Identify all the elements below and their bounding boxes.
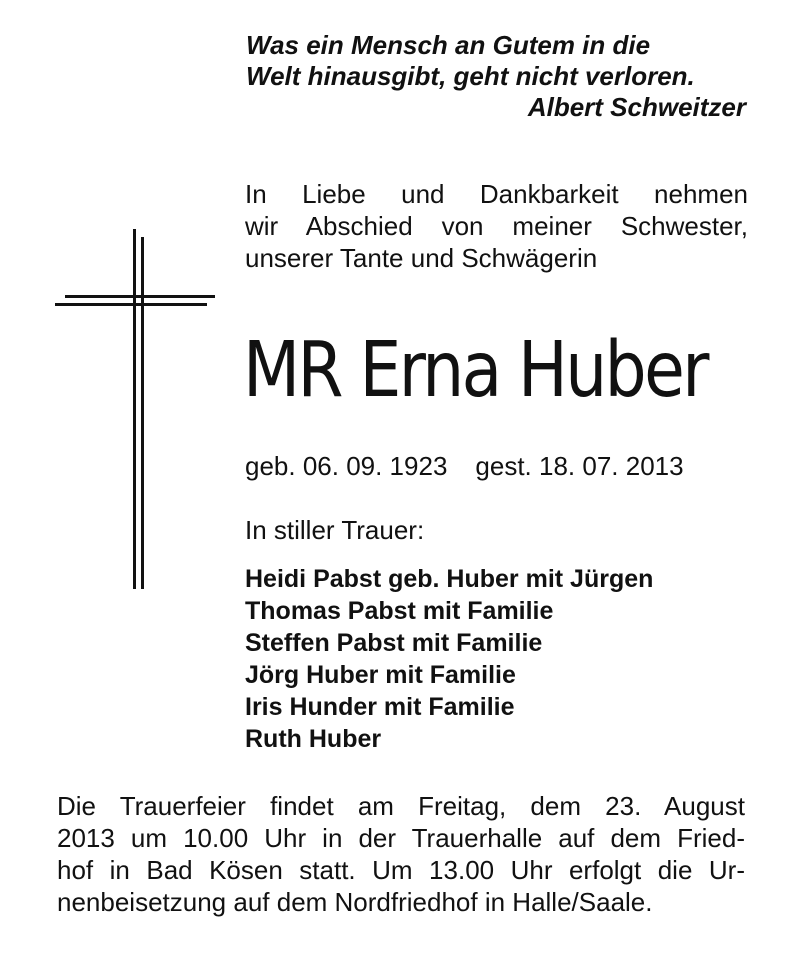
service-line: nenbeisetzung auf dem Nordfriedhof in Halle/Saale. <box>57 887 653 917</box>
deceased-name: MR Erna Huber <box>243 326 707 415</box>
intro-text <box>245 178 748 274</box>
birth-date: geb. 06. 09. 1923 <box>245 451 448 481</box>
mourner-item: Iris Hunder mit Familie <box>245 693 515 721</box>
service-line: 2013 um 10.00 Uhr in der Trauerhalle auf dem Fried- <box>57 823 745 853</box>
mourner-item: Heidi Pabst geb. Huber mit Jürgen <box>245 565 654 593</box>
mourner-item: Jörg Huber mit Familie <box>245 661 516 689</box>
cross-icon <box>55 229 215 589</box>
quote-block <box>246 30 746 123</box>
quote-author: Albert Schweitzer <box>527 92 746 122</box>
intro-line: In Liebe und Dankbarkeit nehmen <box>245 179 748 209</box>
life-dates <box>245 450 755 482</box>
funeral-service-text <box>57 790 745 918</box>
quote-line: Was ein Mensch an Gutem in die <box>246 30 651 60</box>
mourning-label: In stiller Trauer: <box>245 515 425 545</box>
service-line: Die Trauerfeier findet am Freitag, dem 23. August <box>57 791 745 821</box>
quote-line: Welt hinausgibt, geht nicht verloren. <box>246 61 695 91</box>
mourner-item: Ruth Huber <box>245 725 382 753</box>
mourners-list <box>245 563 755 755</box>
mourner-item: Thomas Pabst mit Familie <box>245 597 554 625</box>
mourner-item: Steffen Pabst mit Familie <box>245 629 543 657</box>
intro-line: unserer Tante und Schwägerin <box>245 243 598 273</box>
service-line: hof in Bad Kösen statt. Um 13.00 Uhr erfolgt die Ur- <box>57 855 745 885</box>
intro-line: wir Abschied von meiner Schwester, <box>245 211 748 241</box>
death-date: gest. 18. 07. 2013 <box>475 451 684 481</box>
